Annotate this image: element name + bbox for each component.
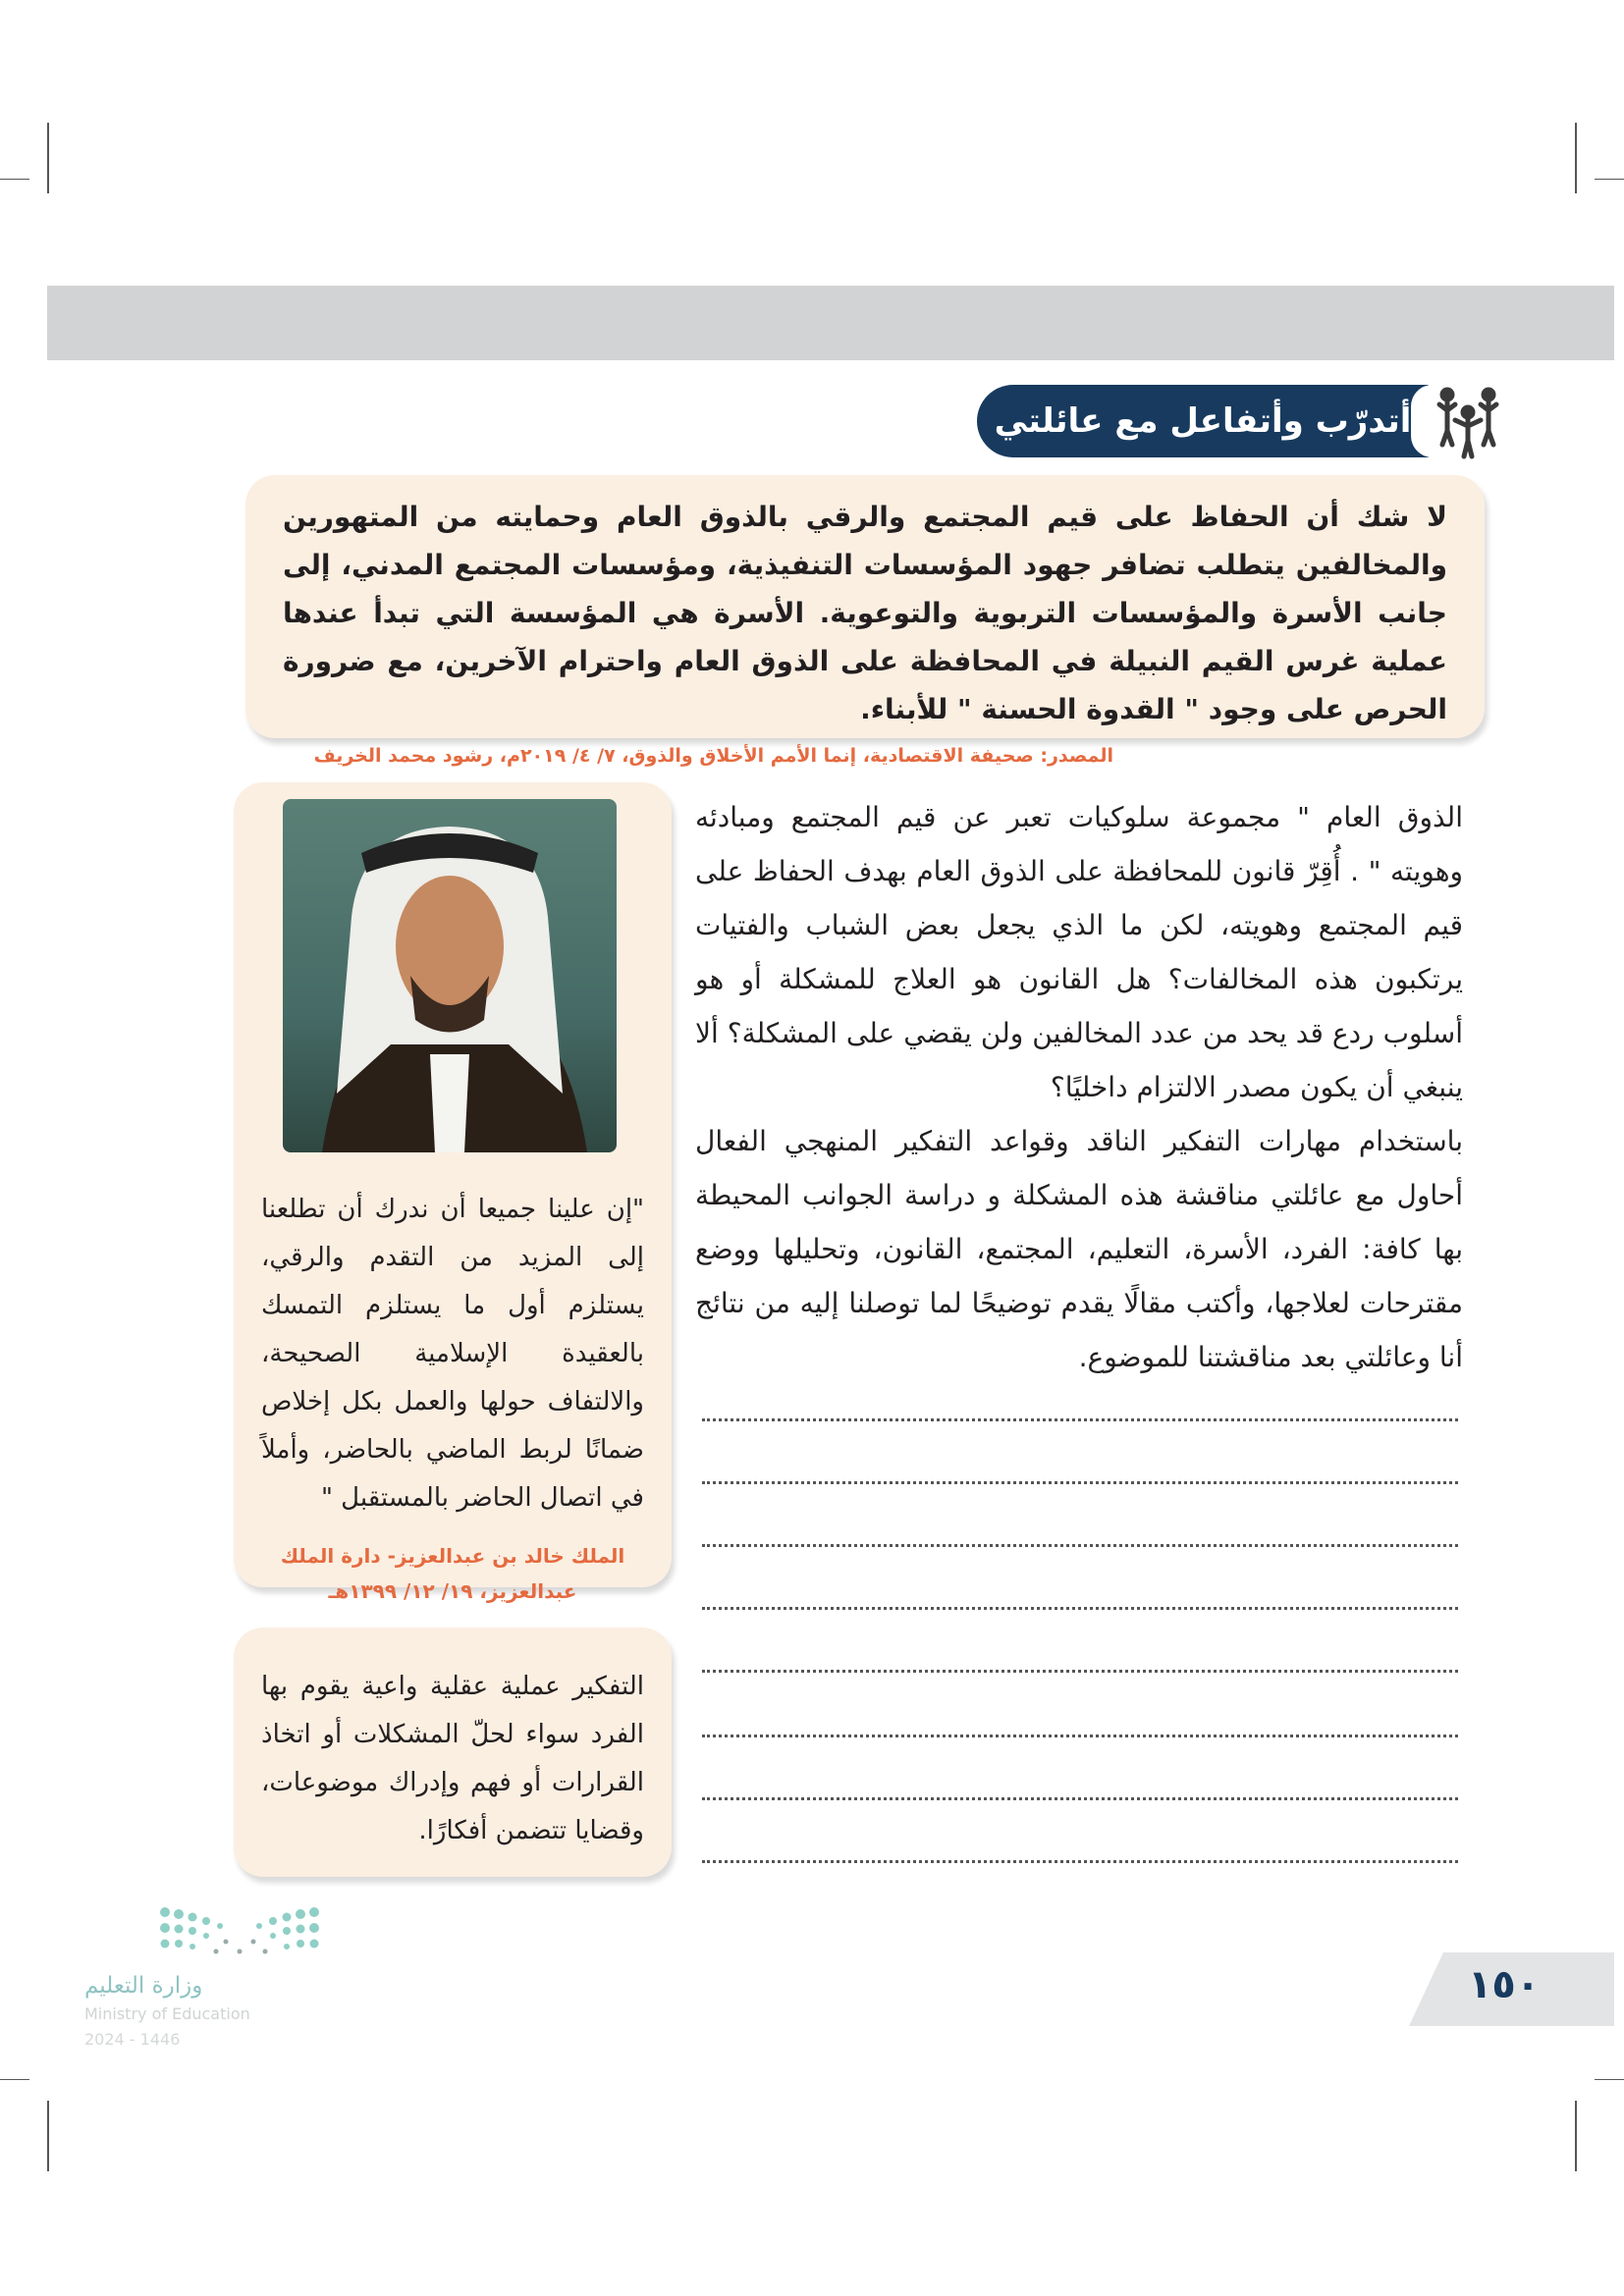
portrait-photo (283, 799, 617, 1152)
header-band (47, 286, 1614, 360)
ministry-name-en: Ministry of Education (84, 2004, 250, 2023)
crop-mark (1595, 2079, 1624, 2080)
section-title: أتدرّب وأتفاعل مع عائلتي (994, 401, 1412, 441)
answer-line[interactable] (702, 1607, 1458, 1610)
page-number-tab (1409, 1952, 1614, 2026)
family-icon (1434, 387, 1502, 459)
crop-mark (1595, 179, 1624, 180)
ministry-logo-icon (157, 1904, 324, 1963)
answer-line[interactable] (702, 1418, 1458, 1421)
ministry-name-ar: وزارة التعليم (84, 1973, 203, 1999)
quote-source (261, 1538, 644, 1609)
main-text (695, 790, 1463, 1384)
main-paragraph-2: باستخدام مهارات التفكير الناقد وقواعد التفكير المنهجي الفعال أحاول مع عائلتي مناقشة هذه المشكلة و دراسة الجوانب المحيطة بها كافة: الفرد، الأسرة، التعليم، المجتمع، القانون، وتحليلها ووضع مقترحات لعلاجها، وأكتب مقالًا يقدم توضيحًا لما توصلنا إليه من نتائج أنا وعائلتي بعد مناقشتنا للموضوع. (695, 1125, 1463, 1373)
definition-text: التفكير عملية عقلية واعية يقوم بها الفرد سواء لحلّ المشكلات أو اتخاذ القرارات أو فهم وإدراك موضوعات، وقضايا تتضمن أفكارًا. (261, 1672, 644, 1845)
crop-mark (0, 179, 29, 180)
section-title-banner (977, 385, 1429, 457)
answer-line[interactable] (702, 1735, 1458, 1737)
intro-text: لا شك أن الحفاظ على قيم المجتمع والرقي بالذوق العام وحمايته من المتهورين والمخالفين يتطلب تضافر جهود المؤسسات التنفيذية، ومؤسسات المجتمع المدني، إلى جانب الأسرة والمؤسسات التربوية والتوعوية. الأسرة هي المؤسسة التي تبدأ عندها عملية غرس القيم النبيلة في المحافظة على الذوق العام واحترام الآخرين، مع ضرورة الحرص على وجود " القدوة الحسنة " للأبناء. (283, 501, 1447, 725)
crop-mark (1575, 123, 1577, 193)
crop-mark (0, 2079, 29, 2080)
answer-line[interactable] (702, 1797, 1458, 1800)
answer-line[interactable] (702, 1670, 1458, 1673)
answer-line[interactable] (702, 1860, 1458, 1863)
crop-mark (1575, 2101, 1577, 2171)
quote-box (234, 782, 672, 1603)
quote-text: "إن علينا جميعا أن ندرك أن تطلعنا إلى المزيد من التقدم والرقي، يستلزم أول ما يستلزم التمسك بالعقيدة الإسلامية الصحيحة، والالتفاف حولها والعمل بكل إخلاص ضمانًا لربط الماضي بالحاضر، وأملاً في اتصال الحاضر بالمستقبل " (261, 1195, 644, 1513)
quote-source-line-1: الملك خالد بن عبدالعزيز- دارة الملك (280, 1544, 625, 1568)
definition-box (234, 1628, 672, 1877)
edition-year: 2024 - 1446 (84, 2030, 181, 2049)
page-number: ١٥٠ (1468, 1962, 1541, 2007)
answer-line[interactable] (702, 1544, 1458, 1547)
crop-mark (47, 123, 49, 193)
intro-box (245, 475, 1485, 767)
intro-source: المصدر: صحيفة الاقتصادية، إنما الأمم الأخلاق والذوق، ٧/ ٤/ ٢٠١٩م، رشود محمد الخريف (313, 745, 1113, 767)
answer-line[interactable] (702, 1481, 1458, 1484)
main-paragraph-1: الذوق العام " مجموعة سلوكيات تعبر عن قيم المجتمع ومبادئه وهويته " . أُقِرّ قانون للمحافظة على الذوق العام بهدف الحفاظ على قيم المجتمع وهويته، لكن ما الذي يجعل بعض الشباب والفتيات يرتكبون هذه المخالفات؟ هل القانون هو العلاج للمشكلة أو هو أسلوب ردع قد يحد من عدد المخالفين ولن يقضي على المشكلة؟ ألا ينبغي أن يكون مصدر الالتزام داخليًا؟ (695, 801, 1463, 1103)
crop-mark (47, 2101, 49, 2171)
quote-source-line-2: عبدالعزيز، ١٩/ ١٢/ ١٣٩٩هـ (328, 1579, 577, 1603)
